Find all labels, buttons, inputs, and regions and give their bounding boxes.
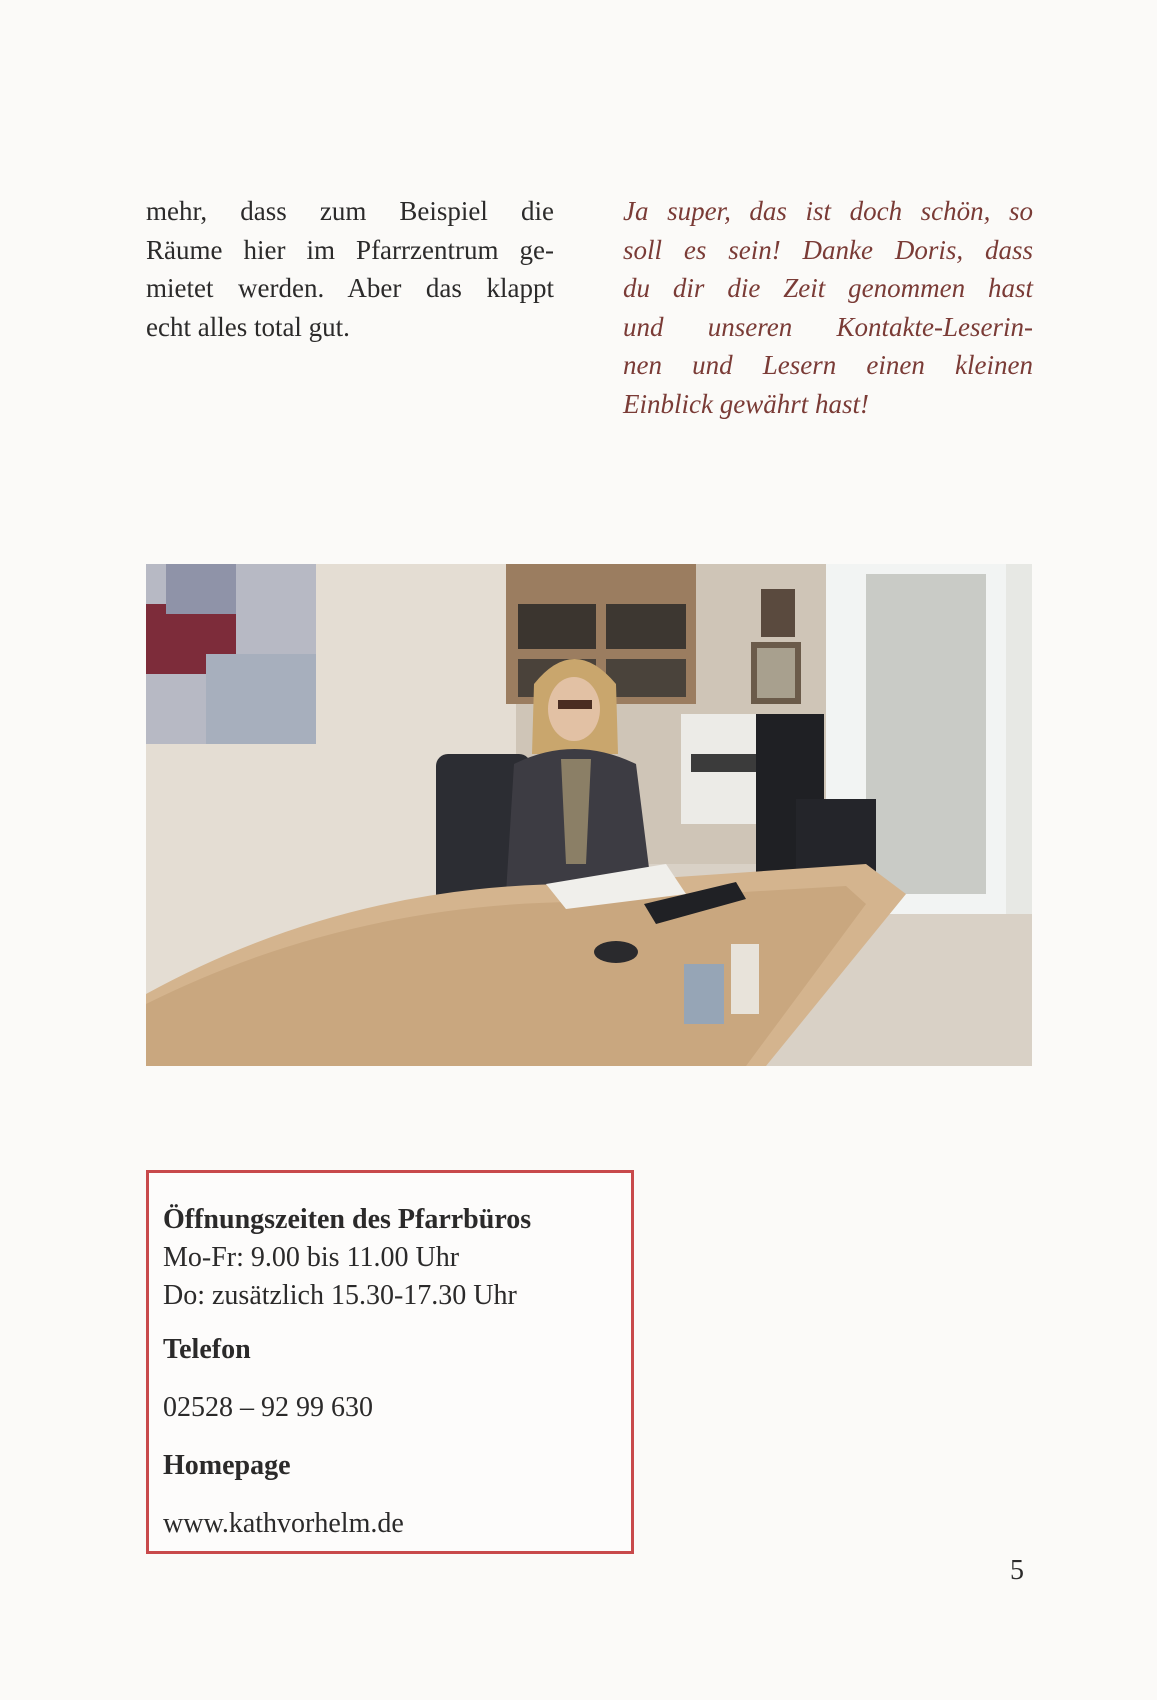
contact-info-box bbox=[146, 1170, 634, 1554]
office-photo bbox=[146, 564, 1032, 1066]
text-line: nen und Lesern einen kleinen bbox=[623, 350, 1033, 380]
phone-number: 02528 – 92 99 630 bbox=[163, 1392, 373, 1423]
page-number: 5 bbox=[1010, 1555, 1024, 1586]
text-line: mietet werden. Aber das klappt bbox=[146, 273, 554, 303]
interview-text-right bbox=[623, 192, 1033, 423]
text-line: Ja super, das ist doch schön, so bbox=[623, 196, 1033, 226]
text-line: Einblick gewährt hast! bbox=[623, 388, 869, 419]
text-line: mehr, dass zum Beispiel die bbox=[146, 196, 554, 226]
phone-heading: Telefon bbox=[163, 1334, 251, 1365]
text-line: soll es sein! Danke Doris, dass bbox=[623, 234, 1033, 265]
opening-hours-thursday: Do: zusätzlich 15.30-17.30 Uhr bbox=[163, 1280, 517, 1311]
text-line: und unseren Kontakte-Leserin- bbox=[623, 311, 1033, 342]
interview-text-left bbox=[146, 192, 554, 346]
text-line: Räume hier im Pfarrzentrum ge- bbox=[146, 234, 554, 265]
opening-hours-weekdays: Mo-Fr: 9.00 bis 11.00 Uhr bbox=[163, 1242, 460, 1273]
opening-hours-heading: Öffnungszeiten des Pfarrbüros bbox=[163, 1204, 532, 1235]
text-line: du dir die Zeit genommen hast bbox=[623, 273, 1033, 303]
homepage-heading: Homepage bbox=[163, 1450, 291, 1481]
text-line: echt alles total gut. bbox=[146, 311, 350, 342]
homepage-url: www.kathvorhelm.de bbox=[163, 1508, 404, 1539]
